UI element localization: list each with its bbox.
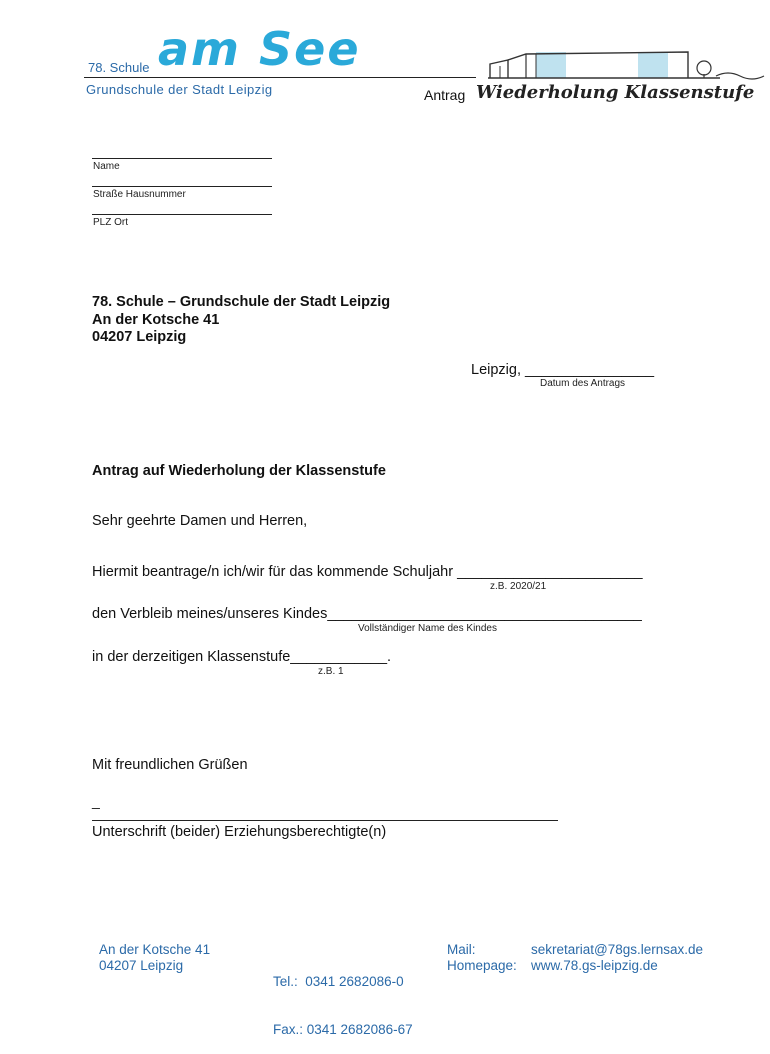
date-place: Leipzig, ________________ — [471, 362, 655, 378]
logo-word: am See — [158, 22, 361, 76]
wave-icon — [716, 73, 764, 79]
closing: Mit freundlichen Grüßen — [92, 757, 248, 773]
child-name-hint: Vollständiger Name des Kindes — [358, 623, 497, 634]
name-line — [92, 158, 272, 159]
recipient-line-3: 04207 Leipzig — [92, 329, 187, 345]
tree-icon — [697, 61, 711, 75]
logo-subtitle: Grundschule der Stadt Leipzig — [86, 82, 273, 97]
antrag-label: Antrag — [424, 87, 466, 103]
footer-address-2: 04207 Leipzig — [99, 958, 184, 973]
recipient-line-2: An der Kotsche 41 — [92, 311, 220, 328]
grade-hint: z.B. 1 — [318, 666, 344, 677]
date-caption: Datum des Antrags — [540, 378, 626, 389]
footer-homepage-label: Homepage: — [447, 958, 517, 973]
footer-mail-link[interactable]: sekretariat@78gs.lernsax.de — [531, 942, 704, 957]
footer-phone — [273, 942, 413, 1054]
header-rule — [84, 77, 476, 78]
salutation: Sehr geehrte Damen und Herren, — [92, 513, 308, 529]
footer-mail-label: Mail: — [447, 942, 476, 957]
school-year-hint: z.B. 2020/21 — [490, 581, 547, 592]
footer-contact-labels — [447, 942, 517, 974]
street-label: Straße Hausnummer — [93, 189, 186, 200]
school-building-illustration — [488, 44, 768, 84]
signature-dash: _ — [92, 793, 100, 809]
footer-address-1: An der Kotsche 41 — [99, 942, 211, 957]
antrag-title: Wiederholung Klassenstufe — [476, 82, 755, 103]
name-label: Name — [93, 161, 120, 172]
footer-fax: Fax.: 0341 2682086-67 — [273, 1022, 413, 1037]
logo-school-prefix: 78. Schule — [88, 60, 150, 75]
building-window-left — [536, 52, 566, 78]
street-line — [92, 186, 272, 187]
footer-contact-values — [531, 942, 703, 974]
signature-caption: Unterschrift (beider) Erziehungsberechtigte(n) — [92, 824, 387, 840]
building-window-right — [638, 52, 668, 78]
school-year-line: Hiermit beantrage/n ich/wir für das kommende Schuljahr _______________________ — [92, 564, 643, 580]
child-name-line: den Verbleib meines/unseres Kindes_______________________________________ — [92, 606, 642, 622]
grade-line: in der derzeitigen Klassenstufe____________. — [92, 649, 392, 665]
footer-tel: Tel.: 0341 2682086-0 — [273, 974, 404, 989]
signature-line — [92, 820, 558, 821]
recipient-line-1: 78. Schule – Grundschule der Stadt Leipzig — [92, 294, 391, 310]
footer-homepage-link[interactable]: www.78.gs-leipzig.de — [531, 958, 658, 973]
subject: Antrag auf Wiederholung der Klassenstufe — [92, 463, 386, 479]
recipient-address — [92, 294, 390, 347]
footer-address — [99, 942, 210, 974]
city-line — [92, 214, 272, 215]
city-label: PLZ Ort — [93, 217, 129, 228]
